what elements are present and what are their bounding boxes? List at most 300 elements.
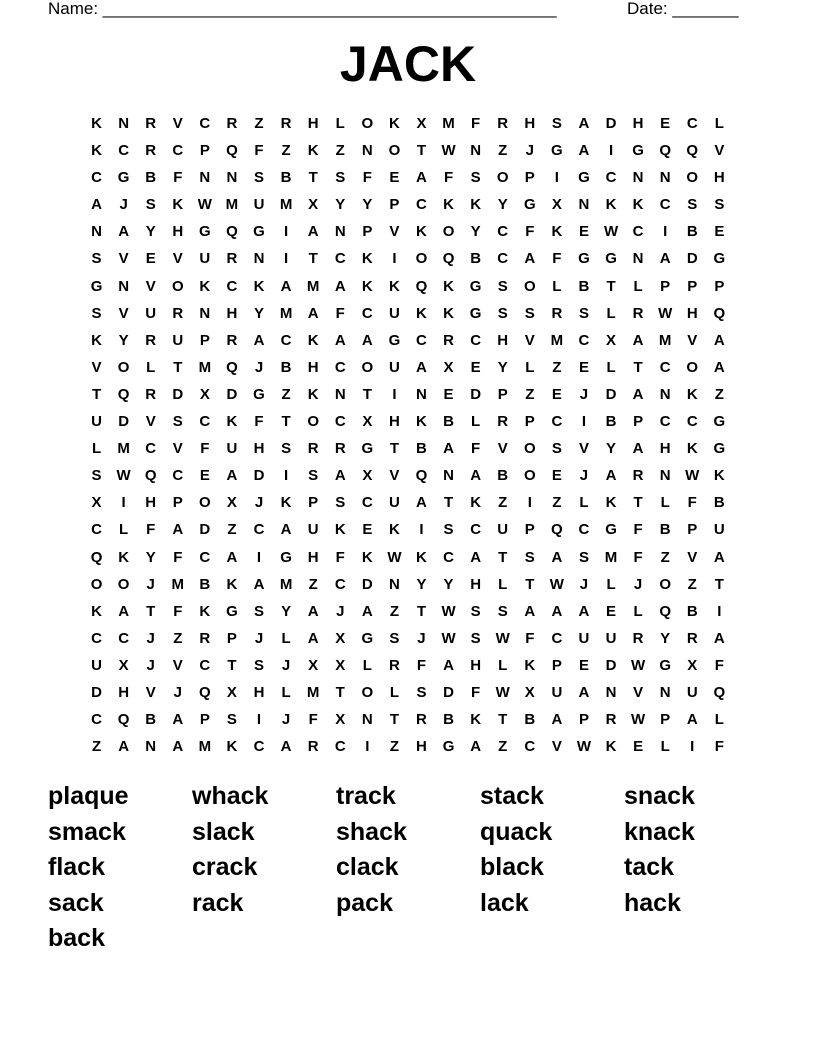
grid-letter[interactable]: Y — [606, 440, 617, 458]
grid-letter[interactable]: X — [308, 196, 319, 214]
grid-letter[interactable]: A — [226, 548, 238, 566]
grid-letter[interactable]: Z — [714, 385, 724, 403]
grid-letter[interactable]: Q — [415, 467, 428, 485]
grid-letter[interactable]: H — [307, 548, 319, 566]
grid-letter[interactable]: K — [199, 277, 211, 295]
grid-letter[interactable]: N — [659, 467, 671, 485]
grid-letter[interactable]: K — [686, 385, 698, 403]
grid-letter[interactable]: Z — [308, 575, 318, 593]
grid-letter[interactable]: L — [633, 602, 643, 620]
grid-letter[interactable]: U — [388, 358, 400, 376]
grid-letter[interactable]: W — [441, 602, 456, 620]
grid-letter[interactable]: X — [551, 196, 562, 214]
grid-letter[interactable]: P — [660, 277, 671, 295]
grid-letter[interactable]: T — [173, 358, 183, 376]
grid-letter[interactable]: H — [388, 413, 400, 431]
grid-letter[interactable]: J — [254, 629, 264, 647]
grid-letter[interactable]: B — [686, 223, 698, 241]
grid-letter[interactable]: H — [118, 683, 130, 701]
grid-letter[interactable]: S — [443, 521, 454, 539]
grid-letter[interactable]: T — [633, 358, 643, 376]
grid-letter[interactable]: P — [578, 711, 589, 729]
grid-letter[interactable]: W — [631, 656, 646, 674]
grid-letter[interactable]: N — [199, 169, 211, 187]
grid-letter[interactable]: K — [551, 223, 563, 241]
grid-letter[interactable]: V — [172, 656, 183, 674]
grid-letter[interactable]: E — [145, 250, 156, 268]
grid-letter[interactable]: H — [470, 656, 482, 674]
grid-letter[interactable]: R — [145, 142, 157, 160]
grid-letter[interactable]: N — [334, 223, 346, 241]
grid-letter[interactable]: R — [551, 304, 563, 322]
grid-letter[interactable]: K — [524, 656, 536, 674]
grid-letter[interactable]: U — [307, 521, 319, 539]
grid-letter[interactable]: V — [524, 331, 535, 349]
grid-letter[interactable]: T — [443, 494, 454, 512]
grid-letter[interactable]: L — [660, 494, 670, 512]
grid-letter[interactable]: I — [121, 494, 126, 512]
grid-letter[interactable]: L — [660, 738, 670, 756]
grid-letter[interactable]: P — [687, 521, 698, 539]
grid-letter[interactable]: F — [714, 656, 724, 674]
grid-letter[interactable]: X — [199, 385, 210, 403]
grid-letter[interactable]: I — [527, 494, 532, 512]
grid-letter[interactable]: C — [226, 277, 238, 295]
grid-letter[interactable]: Y — [118, 331, 129, 349]
grid-letter[interactable]: S — [254, 656, 265, 674]
grid-letter[interactable]: I — [717, 602, 722, 620]
grid-letter[interactable]: K — [713, 467, 725, 485]
grid-letter[interactable]: M — [171, 575, 185, 593]
grid-letter[interactable]: R — [199, 629, 211, 647]
grid-letter[interactable]: A — [253, 331, 265, 349]
grid-letter[interactable]: L — [606, 304, 616, 322]
grid-letter[interactable]: A — [632, 440, 644, 458]
grid-letter[interactable]: J — [254, 358, 264, 376]
grid-letter[interactable]: A — [470, 467, 482, 485]
grid-letter[interactable]: Z — [552, 494, 562, 512]
grid-letter[interactable]: T — [308, 250, 318, 268]
grid-letter[interactable]: L — [335, 115, 345, 132]
grid-letter[interactable]: S — [714, 196, 725, 214]
grid-letter[interactable]: N — [145, 738, 157, 756]
grid-letter[interactable]: I — [392, 385, 397, 403]
grid-letter[interactable]: N — [416, 385, 427, 403]
grid-letter[interactable]: B — [199, 575, 211, 593]
grid-letter[interactable]: S — [226, 711, 237, 729]
grid-letter[interactable]: F — [335, 548, 345, 566]
grid-letter[interactable]: F — [525, 223, 535, 241]
grid-letter[interactable]: J — [281, 711, 291, 729]
grid-letter[interactable]: Y — [497, 196, 508, 214]
grid-letter[interactable]: Y — [416, 575, 427, 593]
grid-letter[interactable]: K — [443, 304, 454, 322]
grid-letter[interactable]: A — [713, 358, 725, 376]
grid-letter[interactable]: S — [470, 602, 481, 620]
grid-letter[interactable]: C — [659, 196, 671, 214]
grid-letter[interactable]: H — [497, 331, 509, 349]
grid-letter[interactable]: Y — [497, 358, 508, 376]
grid-letter[interactable]: C — [659, 413, 671, 431]
grid-letter[interactable]: Z — [173, 629, 183, 647]
grid-letter[interactable]: K — [91, 602, 102, 620]
grid-letter[interactable]: N — [226, 169, 238, 187]
grid-letter[interactable]: H — [172, 223, 184, 241]
grid-letter[interactable]: C — [118, 142, 130, 160]
grid-letter[interactable]: F — [335, 304, 345, 322]
grid-letter[interactable]: A — [578, 683, 590, 701]
grid-letter[interactable]: B — [524, 711, 536, 729]
grid-letter[interactable]: K — [686, 440, 698, 458]
grid-letter[interactable]: S — [145, 196, 156, 214]
grid-letter[interactable]: A — [91, 196, 102, 214]
grid-letter[interactable]: R — [172, 304, 184, 322]
grid-letter[interactable]: D — [443, 683, 454, 701]
grid-letter[interactable]: U — [226, 440, 238, 458]
grid-letter[interactable]: M — [550, 331, 564, 349]
grid-letter[interactable]: B — [659, 521, 671, 539]
grid-letter[interactable]: F — [308, 711, 318, 729]
grid-letter[interactable]: C — [686, 115, 698, 132]
grid-letter[interactable]: J — [146, 629, 155, 647]
grid-letter[interactable]: A — [361, 331, 373, 349]
grid-letter[interactable]: I — [419, 521, 424, 539]
grid-letter[interactable]: R — [145, 331, 157, 349]
grid-letter[interactable]: U — [253, 196, 265, 214]
grid-letter[interactable]: B — [145, 169, 157, 187]
grid-letter[interactable]: C — [199, 548, 211, 566]
grid-letter[interactable]: K — [334, 521, 346, 539]
grid-letter[interactable]: C — [470, 521, 482, 539]
grid-letter[interactable]: G — [605, 250, 617, 268]
grid-letter[interactable]: K — [443, 277, 454, 295]
grid-letter[interactable]: S — [91, 467, 102, 485]
grid-letter[interactable]: K — [416, 223, 427, 241]
grid-letter[interactable]: Q — [117, 711, 130, 729]
grid-letter[interactable]: O — [171, 277, 184, 295]
grid-letter[interactable]: W — [549, 575, 564, 593]
grid-letter[interactable]: A — [524, 602, 536, 620]
grid-letter[interactable]: A — [470, 738, 482, 756]
grid-letter[interactable]: L — [579, 494, 589, 512]
grid-letter[interactable]: C — [334, 358, 346, 376]
grid-letter[interactable]: P — [687, 277, 698, 295]
grid-letter[interactable]: K — [226, 575, 238, 593]
grid-letter[interactable]: A — [470, 548, 482, 566]
grid-letter[interactable]: R — [307, 738, 319, 756]
grid-letter[interactable]: N — [470, 142, 482, 160]
grid-letter[interactable]: U — [91, 413, 102, 431]
grid-letter[interactable]: G — [659, 656, 672, 674]
grid-letter[interactable]: X — [226, 683, 237, 701]
grid-letter[interactable]: E — [443, 385, 454, 403]
grid-letter[interactable]: Z — [687, 575, 697, 593]
grid-letter[interactable]: F — [443, 169, 454, 187]
grid-letter[interactable]: P — [308, 494, 319, 512]
grid-letter[interactable]: L — [525, 358, 535, 376]
grid-letter[interactable]: O — [199, 494, 211, 512]
grid-letter[interactable]: J — [173, 683, 182, 701]
grid-letter[interactable]: X — [118, 656, 129, 674]
grid-letter[interactable]: X — [335, 711, 346, 729]
grid-letter[interactable]: H — [659, 440, 671, 458]
grid-letter[interactable]: G — [632, 142, 644, 160]
grid-letter[interactable]: R — [497, 413, 509, 431]
grid-letter[interactable]: S — [416, 683, 427, 701]
grid-letter[interactable]: C — [497, 250, 509, 268]
grid-letter[interactable]: V — [714, 142, 725, 160]
grid-letter[interactable]: M — [225, 196, 239, 214]
grid-letter[interactable]: W — [441, 142, 456, 160]
grid-letter[interactable]: F — [471, 115, 481, 132]
grid-letter[interactable]: Q — [90, 548, 103, 566]
grid-letter[interactable]: O — [388, 142, 401, 160]
grid-letter[interactable]: X — [335, 656, 346, 674]
grid-letter[interactable]: I — [256, 711, 262, 729]
grid-letter[interactable]: B — [470, 250, 482, 268]
grid-letter[interactable]: X — [362, 413, 373, 431]
grid-letter[interactable]: S — [335, 494, 346, 512]
grid-letter[interactable]: G — [226, 602, 238, 620]
grid-letter[interactable]: N — [361, 711, 373, 729]
grid-letter[interactable]: T — [498, 711, 508, 729]
grid-letter[interactable]: X — [91, 494, 102, 512]
grid-letter[interactable]: N — [659, 683, 671, 701]
grid-letter[interactable]: F — [525, 629, 535, 647]
grid-letter[interactable]: S — [281, 440, 292, 458]
grid-letter[interactable]: J — [633, 575, 643, 593]
grid-letter[interactable]: A — [361, 602, 373, 620]
grid-letter[interactable]: N — [361, 142, 373, 160]
grid-letter[interactable]: A — [578, 115, 590, 132]
grid-letter[interactable]: T — [308, 169, 318, 187]
grid-letter[interactable]: S — [524, 548, 535, 566]
grid-letter[interactable]: T — [281, 413, 291, 431]
grid-letter[interactable]: J — [254, 494, 264, 512]
grid-letter[interactable]: X — [606, 331, 617, 349]
grid-letter[interactable]: A — [307, 304, 319, 322]
grid-letter[interactable]: H — [524, 115, 536, 132]
grid-letter[interactable]: D — [361, 575, 373, 593]
grid-letter[interactable]: T — [498, 548, 508, 566]
grid-letter[interactable]: D — [605, 385, 617, 403]
grid-letter[interactable]: R — [226, 250, 238, 268]
grid-letter[interactable]: W — [603, 223, 619, 241]
grid-letter[interactable]: R — [226, 331, 238, 349]
grid-letter[interactable]: G — [117, 169, 130, 187]
grid-letter[interactable]: V — [687, 331, 698, 349]
grid-letter[interactable]: S — [551, 115, 562, 132]
grid-letter[interactable]: U — [91, 656, 102, 674]
grid-letter[interactable]: K — [605, 494, 617, 512]
grid-letter[interactable]: K — [91, 115, 102, 132]
grid-letter[interactable]: O — [361, 115, 374, 132]
grid-letter[interactable]: A — [632, 385, 644, 403]
grid-letter[interactable]: K — [91, 331, 102, 349]
grid-letter[interactable]: A — [551, 548, 563, 566]
grid-letter[interactable]: G — [199, 223, 211, 241]
grid-letter[interactable]: C — [497, 223, 509, 241]
grid-letter[interactable]: U — [388, 304, 400, 322]
grid-letter[interactable]: Q — [226, 142, 238, 160]
grid-letter[interactable]: R — [307, 440, 319, 458]
grid-letter[interactable]: A — [307, 223, 319, 241]
grid-letter[interactable]: K — [307, 331, 319, 349]
grid-letter[interactable]: K — [470, 711, 482, 729]
grid-letter[interactable]: K — [605, 196, 617, 214]
grid-letter[interactable]: O — [415, 250, 428, 268]
grid-letter[interactable]: C — [578, 331, 590, 349]
grid-letter[interactable]: B — [416, 440, 427, 458]
grid-letter[interactable]: U — [145, 304, 157, 322]
grid-letter[interactable]: H — [226, 304, 238, 322]
grid-letter[interactable]: F — [633, 521, 643, 539]
grid-letter[interactable]: U — [605, 629, 617, 647]
grid-letter[interactable]: D — [605, 656, 617, 674]
grid-letter[interactable]: S — [172, 413, 183, 431]
grid-letter[interactable]: C — [91, 711, 102, 729]
grid-letter[interactable]: G — [442, 738, 455, 756]
grid-letter[interactable]: W — [197, 196, 212, 214]
grid-letter[interactable]: C — [416, 196, 427, 214]
grid-letter[interactable]: G — [388, 331, 401, 349]
grid-letter[interactable]: R — [416, 711, 427, 729]
grid-letter[interactable]: Y — [145, 548, 156, 566]
grid-letter[interactable]: A — [524, 250, 536, 268]
grid-letter[interactable]: Q — [659, 602, 672, 620]
grid-letter[interactable]: G — [361, 629, 374, 647]
grid-letter[interactable]: T — [416, 602, 427, 620]
grid-letter[interactable]: I — [284, 223, 289, 241]
grid-letter[interactable]: A — [578, 142, 590, 160]
grid-letter[interactable]: Q — [415, 277, 428, 295]
grid-letter[interactable]: T — [91, 385, 102, 403]
grid-letter[interactable]: J — [579, 385, 589, 403]
grid-letter[interactable]: D — [470, 385, 482, 403]
grid-letter[interactable]: W — [387, 548, 402, 566]
grid-letter[interactable]: R — [145, 385, 157, 403]
grid-letter[interactable]: E — [389, 169, 400, 187]
grid-letter[interactable]: I — [284, 467, 289, 485]
grid-letter[interactable]: A — [443, 656, 454, 674]
grid-letter[interactable]: B — [578, 277, 590, 295]
grid-letter[interactable]: N — [443, 467, 454, 485]
grid-letter[interactable]: M — [198, 738, 212, 756]
grid-letter[interactable]: Z — [389, 738, 399, 756]
grid-letter[interactable]: V — [578, 440, 589, 458]
grid-letter[interactable]: J — [119, 196, 128, 214]
grid-letter[interactable]: M — [117, 440, 130, 458]
grid-letter[interactable]: A — [416, 169, 427, 187]
grid-letter[interactable]: Y — [362, 196, 373, 214]
grid-letter[interactable]: A — [443, 440, 454, 458]
grid-letter[interactable]: T — [525, 575, 535, 593]
grid-letter[interactable]: B — [605, 413, 617, 431]
grid-letter[interactable]: Z — [91, 738, 102, 756]
grid-letter[interactable]: X — [443, 358, 454, 376]
grid-letter[interactable]: I — [256, 548, 262, 566]
grid-letter[interactable]: A — [172, 738, 184, 756]
grid-letter[interactable]: J — [281, 656, 291, 674]
grid-letter[interactable]: F — [254, 142, 264, 160]
grid-letter[interactable]: G — [523, 196, 536, 214]
grid-letter[interactable]: L — [119, 521, 129, 539]
grid-letter[interactable]: R — [280, 115, 292, 132]
grid-letter[interactable]: H — [416, 738, 427, 756]
grid-letter[interactable]: Z — [660, 548, 670, 566]
grid-letter[interactable]: D — [226, 385, 238, 403]
grid-letter[interactable]: Q — [226, 358, 238, 376]
grid-letter[interactable]: M — [658, 331, 672, 349]
grid-letter[interactable]: U — [199, 250, 211, 268]
grid-letter[interactable]: K — [307, 385, 319, 403]
grid-letter[interactable]: G — [713, 413, 726, 431]
grid-letter[interactable]: S — [524, 304, 535, 322]
grid-letter[interactable]: T — [362, 385, 372, 403]
grid-letter[interactable]: Z — [498, 142, 508, 160]
grid-letter[interactable]: G — [253, 385, 265, 403]
grid-letter[interactable]: R — [632, 629, 644, 647]
grid-letter[interactable]: I — [365, 738, 370, 756]
grid-letter[interactable]: P — [226, 629, 237, 647]
grid-letter[interactable]: C — [253, 738, 265, 756]
grid-letter[interactable]: Q — [659, 142, 672, 160]
grid-letter[interactable]: R — [388, 656, 400, 674]
grid-letter[interactable]: T — [606, 277, 616, 295]
grid-letter[interactable]: H — [253, 683, 265, 701]
grid-letter[interactable]: C — [551, 413, 563, 431]
grid-letter[interactable]: M — [279, 575, 293, 593]
grid-letter[interactable]: F — [714, 738, 724, 756]
grid-letter[interactable]: I — [608, 142, 614, 160]
grid-letter[interactable]: R — [686, 629, 698, 647]
grid-letter[interactable]: S — [497, 602, 508, 620]
grid-letter[interactable]: G — [578, 250, 590, 268]
grid-letter[interactable]: S — [470, 169, 481, 187]
grid-letter[interactable]: K — [361, 548, 373, 566]
grid-letter[interactable]: N — [632, 250, 644, 268]
grid-letter[interactable]: E — [578, 656, 589, 674]
grid-letter[interactable]: O — [496, 169, 509, 187]
grid-letter[interactable]: Q — [226, 223, 238, 241]
grid-letter[interactable]: G — [713, 440, 726, 458]
grid-letter[interactable]: S — [308, 467, 319, 485]
grid-letter[interactable]: L — [281, 629, 291, 647]
grid-letter[interactable]: P — [660, 711, 671, 729]
grid-letter[interactable]: P — [199, 331, 210, 349]
grid-letter[interactable]: M — [306, 277, 320, 295]
grid-letter[interactable]: K — [416, 548, 427, 566]
grid-letter[interactable]: O — [442, 223, 455, 241]
grid-letter[interactable]: W — [631, 711, 646, 729]
grid-letter[interactable]: U — [578, 629, 590, 647]
grid-letter[interactable]: J — [417, 629, 426, 647]
grid-letter[interactable]: F — [471, 440, 481, 458]
grid-letter[interactable]: N — [659, 385, 671, 403]
grid-letter[interactable]: E — [660, 115, 671, 132]
grid-letter[interactable]: S — [254, 169, 265, 187]
grid-letter[interactable]: V — [145, 683, 156, 701]
grid-letter[interactable]: O — [523, 440, 536, 458]
grid-letter[interactable]: Q — [686, 142, 699, 160]
grid-letter[interactable]: D — [118, 413, 130, 431]
grid-letter[interactable]: C — [172, 467, 184, 485]
grid-letter[interactable]: K — [470, 196, 482, 214]
grid-letter[interactable]: L — [714, 711, 724, 729]
grid-letter[interactable]: K — [91, 142, 102, 160]
grid-letter[interactable]: L — [633, 277, 643, 295]
grid-letter[interactable]: Y — [335, 196, 346, 214]
